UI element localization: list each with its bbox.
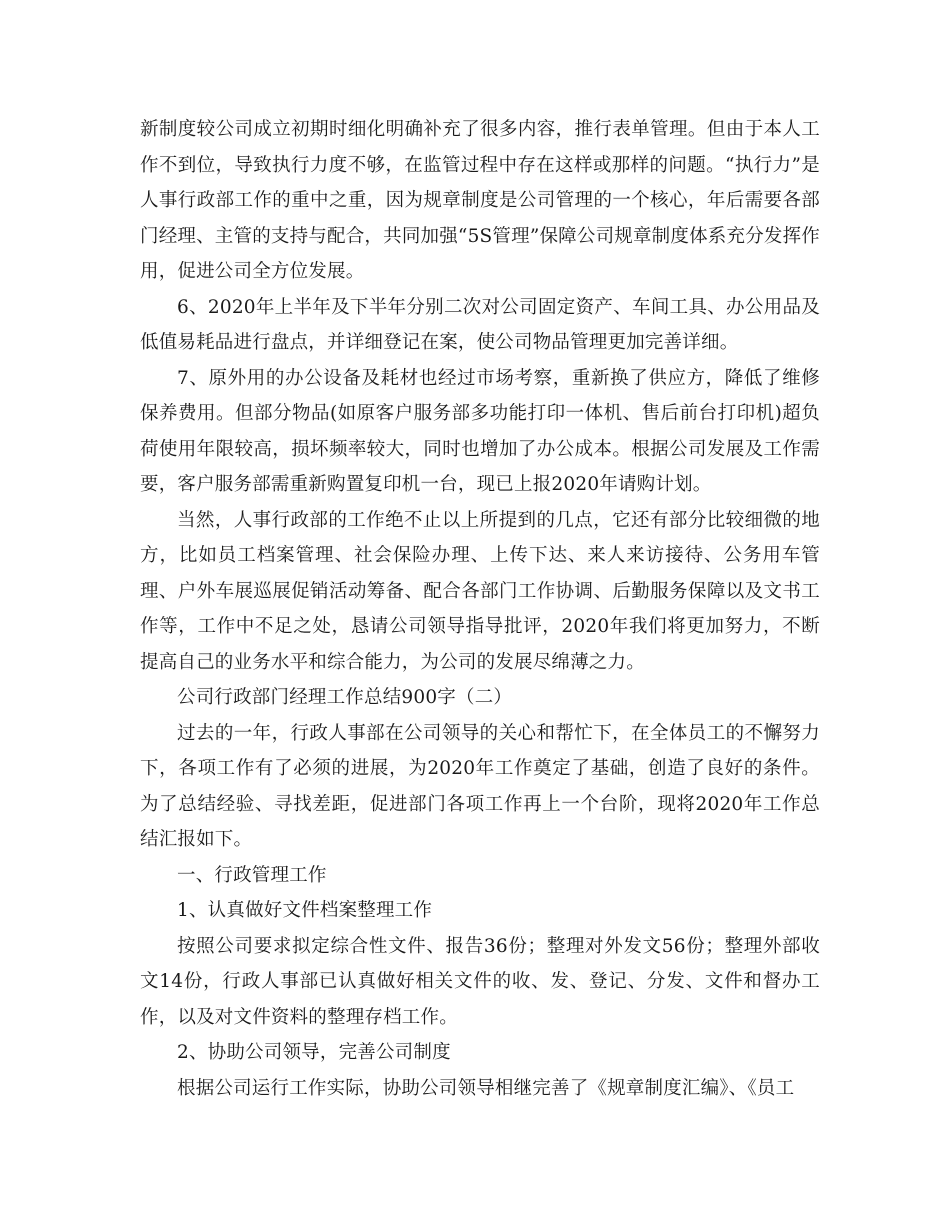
paragraph-item-6-inventory: 6、2020年上半年及下半年分别二次对公司固定资产、车间工具、办公用品及低值易耗品进行盘点，并详细登记在案，使公司物品管理更加完善详细。	[140, 296, 820, 353]
paragraph-introduction: 过去的一年，行政人事部在公司领导的关心和帮忙下，在全体员工的不懈努力下，各项工作有了必须的进展，为2020年工作奠定了基础，创造了良好的条件。为了总结经验、寻找差距，促进部门各项工作再上一个台阶，现将2020年工作总结汇报如下。	[140, 722, 820, 850]
subheading-assist-leadership: 2、协助公司领导，完善公司制度	[177, 1042, 451, 1063]
subheading-document-archiving: 1、认真做好文件档案整理工作	[177, 900, 433, 921]
paragraph-document-statistics: 按照公司要求拟定综合性文件、报告36份；整理对外发文56份；整理外部收文14份，行政人事部已认真做好相关文件的收、发、登记、分发、文件和督办工作，以及对文件资料的整理存档工作。	[140, 935, 820, 1028]
document-body	[140, 112, 820, 1106]
paragraph-new-system-continued: 新制度较公司成立初期时细化明确补充了很多内容，推行表单管理。但由于本人工作不到位，导致执行力度不够，在监管过程中存在这样或那样的问题。“执行力”是人事行政部工作的重中之重，因为规章制度是公司管理的一个核心，年后需要各部门经理、主管的支持与配合，共同加强“5S管理”保障公司规章制度体系充分发挥作用，促进公司全方位发展。	[140, 119, 820, 282]
paragraph-other-duties: 当然，人事行政部的工作绝不止以上所提到的几点，它还有部分比较细微的地方，比如员工档案管理、社会保险办理、上传下达、来人来访接待、公务用车管理、户外车展巡展促销活动筹备、配合各部门工作协调、后勤服务保障以及文书工作等，工作中不足之处，恳请公司领导指导批评，2020年我们将更加努力，不断提高自己的业务水平和综合能力，为公司的发展尽绵薄之力。	[140, 509, 820, 673]
section-heading-summary-two: 公司行政部门经理工作总结900字（二）	[177, 687, 513, 708]
heading-admin-management: 一、行政管理工作	[177, 864, 327, 886]
paragraph-regulation-improvements: 根据公司运行工作实际，协助公司领导相继完善了《规章制度汇编》、《员工	[177, 1077, 795, 1099]
paragraph-item-7-office-equipment: 7、原外用的办公设备及耗材也经过市场考察，重新换了供应方，降低了维修保养费用。但部分物品(如原客户服务部多功能打印一体机、售后前台打印机)超负荷使用年限较高，损坏频率较大，同时也增加了办公成本。根据公司发展及工作需要，客户服务部需重新购置复印机一台，现已上报2020年请购计划。	[140, 367, 820, 495]
